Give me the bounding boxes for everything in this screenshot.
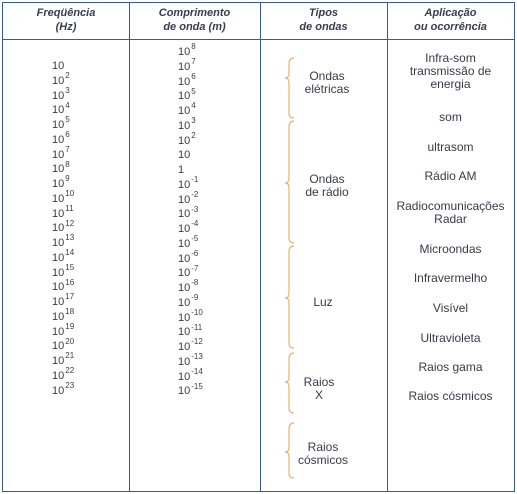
frequency-value-exponent: 3 xyxy=(65,85,70,95)
wavelength-value-exponent: -8 xyxy=(191,278,199,288)
frequency-value-base: 10 xyxy=(52,74,65,87)
wavelength-value-base: 10 xyxy=(178,119,191,132)
frequency-value-exponent: 19 xyxy=(65,321,75,331)
frequency-value-exponent: 10 xyxy=(65,189,75,199)
frequency-value-exponent: 2 xyxy=(65,71,70,81)
frequency-value-base: 10 xyxy=(52,163,65,176)
application-ultravioleta xyxy=(387,332,514,345)
frequency-value-exponent: 15 xyxy=(65,262,75,272)
frequency-value-base: 10 xyxy=(52,325,65,338)
frequency-value-base: 10 xyxy=(52,266,65,279)
wavelength-value-exponent: -4 xyxy=(191,219,199,229)
frequency-value xyxy=(52,115,74,133)
wavelength-value-exponent: -3 xyxy=(191,204,199,214)
wavelength-value-base: 1 xyxy=(178,164,185,176)
frequency-value-base: 10 xyxy=(52,251,65,264)
frequency-value-base: 10 xyxy=(52,310,65,323)
wavelength-value-base: 10 xyxy=(178,60,191,73)
frequency-value-exponent: 13 xyxy=(65,233,75,243)
wavelength-list xyxy=(178,42,203,399)
frequency-value-base: 10 xyxy=(52,104,65,117)
wave-type-line: de rádio xyxy=(305,185,349,199)
header-wavelength xyxy=(129,6,260,34)
application-infra-som xyxy=(387,52,514,91)
spectrum-table xyxy=(2,2,515,492)
wavelength-value-base: 10 xyxy=(178,385,191,398)
frequency-value-base: 10 xyxy=(52,369,65,382)
application-line: Microondas xyxy=(419,242,482,256)
frequency-value xyxy=(52,130,74,148)
frequency-value-base: 10 xyxy=(52,281,65,294)
frequency-value-exponent: 21 xyxy=(65,351,75,361)
frequency-value-base: 10 xyxy=(52,340,65,353)
frequency-value-base: 10 xyxy=(52,192,65,205)
wave-type-line: Luz xyxy=(313,295,333,309)
wavelength-value xyxy=(178,130,203,149)
frequency-value-base: 10 xyxy=(52,207,65,220)
wave-type-line: cósmicos xyxy=(297,453,348,467)
frequency-value-exponent: 11 xyxy=(65,203,74,213)
frequency-value-base: 10 xyxy=(52,60,65,72)
frequency-value-exponent: 22 xyxy=(65,366,75,376)
frequency-value-base: 10 xyxy=(52,133,65,146)
frequency-value-exponent: 17 xyxy=(65,292,75,302)
wavelength-value-exponent: -13 xyxy=(191,352,203,362)
frequency-value-exponent: 14 xyxy=(65,248,75,258)
header-types-line2: de ondas xyxy=(299,21,348,33)
frequency-value-base: 10 xyxy=(52,222,65,235)
frequency-value-base: 10 xyxy=(52,178,65,190)
header-frequency-line1: Freqüência xyxy=(36,7,96,19)
frequency-value-base: 10 xyxy=(52,148,65,161)
wavelength-value-exponent: -7 xyxy=(191,263,199,273)
wavelength-value-exponent: -10 xyxy=(191,307,203,317)
wavelength-value-base: 10 xyxy=(178,149,191,162)
header-wavelength-line2: de onda (m) xyxy=(163,21,226,33)
wavelength-value-base: 10 xyxy=(178,223,191,235)
application-raios-cosmicos xyxy=(387,390,514,403)
frequency-value xyxy=(52,144,74,163)
wavelength-value-exponent: 2 xyxy=(191,130,196,140)
frequency-value-base: 10 xyxy=(52,119,65,131)
frequency-value-exponent: 18 xyxy=(65,307,75,317)
wave-type-ondas-de-radio xyxy=(287,173,367,199)
header-application-line2: ou ocorrência xyxy=(414,21,487,33)
application-line: energia xyxy=(430,77,471,91)
wavelength-value-base: 10 xyxy=(178,46,191,58)
wavelength-value xyxy=(178,381,203,399)
application-line: Ultravioleta xyxy=(420,331,481,345)
application-line: Visível xyxy=(432,301,469,315)
wavelength-value-exponent: 3 xyxy=(191,116,196,126)
frequency-value-exponent: 9 xyxy=(65,174,70,184)
application-microondas xyxy=(387,243,514,256)
wave-type-ondas-eletricas xyxy=(287,70,367,96)
header-application xyxy=(387,6,514,34)
application-som xyxy=(387,111,514,124)
frequency-value-base: 10 xyxy=(52,296,65,308)
frequency-value-exponent: 4 xyxy=(65,100,70,110)
wave-type-line: X xyxy=(314,388,323,402)
wavelength-value-base: 10 xyxy=(178,178,191,191)
application-line: Raios gama xyxy=(418,360,483,374)
header-wavelength-line1: Comprimento xyxy=(158,7,231,19)
wave-type-line: elétricas xyxy=(304,82,350,96)
wavelength-value-exponent: -6 xyxy=(191,248,199,258)
application-line: som xyxy=(439,110,462,124)
wavelength-value-base: 10 xyxy=(178,134,191,147)
frequency-value xyxy=(52,159,74,177)
wavelength-value-base: 10 xyxy=(178,208,191,221)
wavelength-value-base: 10 xyxy=(178,237,191,250)
header-frequency xyxy=(3,6,129,34)
wavelength-value-exponent: -9 xyxy=(191,293,199,303)
wavelength-value-exponent: 4 xyxy=(191,101,196,111)
application-line: ultrasom xyxy=(427,140,474,154)
frequency-value-base: 10 xyxy=(52,89,65,102)
wavelength-value-base: 10 xyxy=(178,282,191,294)
header-application-line1: Aplicação xyxy=(424,7,477,19)
application-ultrasom xyxy=(387,141,514,154)
wavelength-value-base: 10 xyxy=(178,370,191,383)
wavelength-value-base: 10 xyxy=(178,252,191,265)
wavelength-value-exponent: -1 xyxy=(191,175,199,185)
application-visivel xyxy=(387,302,514,315)
wavelength-value-exponent: 5 xyxy=(191,86,196,96)
application-radiocomunicacoes xyxy=(387,200,514,226)
application-raios-gama xyxy=(387,361,514,374)
wavelength-value-base: 10 xyxy=(178,311,191,324)
wavelength-value-base: 10 xyxy=(178,326,191,339)
header-frequency-line2: (Hz) xyxy=(55,21,77,33)
wave-type-line: Raios xyxy=(307,440,339,454)
wavelength-value-base: 10 xyxy=(178,296,191,309)
application-line: transmissão de xyxy=(409,64,492,78)
wavelength-value-base: 10 xyxy=(178,193,191,206)
frequency-value-exponent: 7 xyxy=(65,144,70,154)
frequency-value-exponent: 5 xyxy=(65,115,70,125)
frequency-value xyxy=(52,71,74,89)
wave-type-raios-cosmicos xyxy=(283,441,363,467)
frequency-value xyxy=(52,100,74,118)
application-line: Radar xyxy=(434,212,467,226)
wavelength-value-exponent: -2 xyxy=(191,189,199,199)
application-infravermelho xyxy=(387,272,514,285)
wavelength-value-base: 10 xyxy=(178,341,191,353)
wavelength-value-base: 10 xyxy=(178,90,191,103)
wavelength-value-base: 10 xyxy=(178,75,191,88)
wave-type-luz xyxy=(283,296,363,309)
wave-type-line: Raios xyxy=(303,375,335,389)
frequency-value xyxy=(52,380,75,399)
wavelength-value-base: 10 xyxy=(178,105,191,117)
frequency-value xyxy=(52,59,74,74)
wavelength-value-exponent: -5 xyxy=(191,234,199,244)
wavelength-value-exponent: -14 xyxy=(191,366,203,376)
header-types-line1: Tipos xyxy=(308,7,339,19)
application-line: Infra-som xyxy=(425,51,476,65)
wave-type-line: Ondas xyxy=(309,69,345,83)
header-types xyxy=(260,6,387,34)
wavelength-value-exponent: -12 xyxy=(191,337,203,347)
application-radio-am xyxy=(387,170,514,183)
column-divider xyxy=(129,3,130,491)
frequency-value-exponent: 12 xyxy=(65,218,75,228)
frequency-value-exponent: 23 xyxy=(65,380,75,390)
frequency-value xyxy=(52,85,74,104)
frequency-value-exponent: 20 xyxy=(65,336,75,346)
column-divider xyxy=(260,3,261,491)
frequency-value-exponent: 8 xyxy=(65,159,70,169)
frequency-value-exponent: 6 xyxy=(65,130,70,140)
header-divider xyxy=(3,39,514,40)
application-line: Raios cósmicos xyxy=(408,389,493,403)
wavelength-value xyxy=(178,148,203,163)
wavelength-value-exponent: -15 xyxy=(191,381,203,391)
wave-type-line: Ondas xyxy=(309,172,345,186)
frequency-value-base: 10 xyxy=(52,355,65,367)
wavelength-value-exponent: 8 xyxy=(191,42,196,52)
wave-type-raios-x xyxy=(279,376,359,402)
frequency-value-base: 10 xyxy=(52,384,65,397)
frequency-value-base: 10 xyxy=(52,237,65,249)
wavelength-value-exponent: 6 xyxy=(191,71,196,81)
application-line: Radiocomunicações xyxy=(396,199,505,213)
frequency-list xyxy=(52,59,74,398)
application-line: Infravermelho xyxy=(413,271,488,285)
wavelength-value-exponent: -11 xyxy=(191,322,203,332)
application-line: Rádio AM xyxy=(424,169,477,183)
wavelength-value-base: 10 xyxy=(178,355,191,368)
frequency-value-exponent: 16 xyxy=(65,277,75,287)
wavelength-value-exponent: 7 xyxy=(191,57,196,67)
wavelength-value-base: 10 xyxy=(178,267,191,280)
